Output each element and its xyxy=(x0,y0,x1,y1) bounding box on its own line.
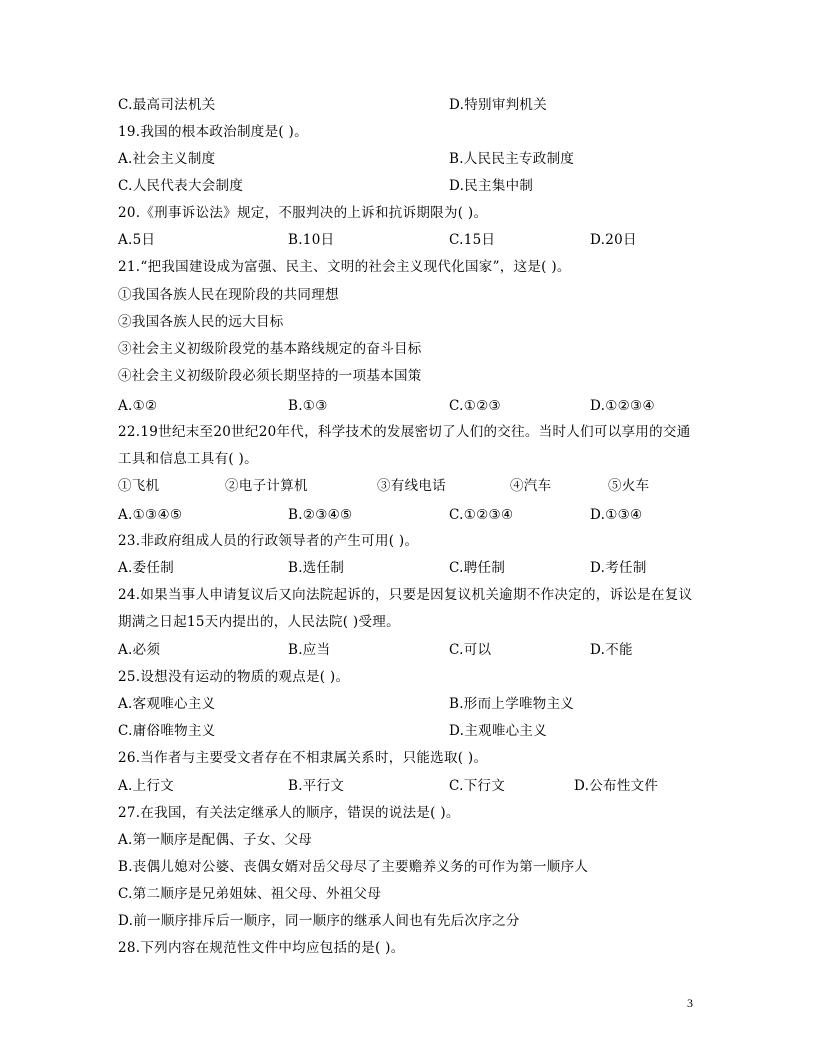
option-b: B.形而上学唯物主义 xyxy=(449,696,575,712)
option-b: B.10日 xyxy=(288,232,335,248)
q20-stem: 20.《刑事诉讼法》规定，不服判决的上诉和抗诉期限为( )。 xyxy=(118,205,488,221)
option-a: A.①② xyxy=(118,398,158,414)
option-c: C.最高司法机关 xyxy=(118,97,216,113)
q27-option-c: C.第二顺序是兄弟姐妹、祖父母、外祖父母 xyxy=(118,886,382,902)
option-c: C.15日 xyxy=(449,232,496,248)
option-c: C.①②③ xyxy=(449,398,501,414)
option-d: D.民主集中制 xyxy=(449,178,534,194)
option-b: B.①③ xyxy=(288,398,328,414)
q27-option-a: A.第一顺序是配偶、子女、父母 xyxy=(118,832,313,848)
q27-option-d: D.前一顺序排斥后一顺序，同一顺序的继承人间也有先后次序之分 xyxy=(118,913,520,929)
page-number: 3 xyxy=(687,996,693,1010)
option-d: D.公布性文件 xyxy=(574,778,659,794)
q26-stem: 26.当作者与主要受文者存在不相隶属关系时，只能选取( )。 xyxy=(118,750,488,766)
option-a: A.5日 xyxy=(118,232,156,248)
option-a: A.委任制 xyxy=(118,560,175,576)
item-1: ①飞机 xyxy=(118,478,160,494)
q27-stem: 27.在我国，有关法定继承人的顺序，错误的说法是( )。 xyxy=(118,805,460,821)
option-b: B.平行文 xyxy=(288,778,345,794)
option-d: D.20日 xyxy=(590,232,637,248)
option-c: C.①②③④ xyxy=(449,507,514,523)
q21-statement-2: ②我国各族人民的远大目标 xyxy=(118,314,284,330)
q23-stem: 23.非政府组成人员的行政领导者的产生可用( )。 xyxy=(118,533,419,549)
option-c: C.人民代表大会制度 xyxy=(118,178,244,194)
option-d: D.特别审判机关 xyxy=(449,97,548,113)
option-b: B.人民民主专政制度 xyxy=(449,151,575,167)
q25-stem: 25.设想没有运动的物质的观点是( )。 xyxy=(118,669,350,685)
q21-statement-1: ①我国各族人民在现阶段的共同理想 xyxy=(118,287,339,303)
q28-stem: 28.下列内容在规范性文件中均应包括的是( )。 xyxy=(118,940,405,956)
option-a: A.上行文 xyxy=(118,778,175,794)
option-b: B.选任制 xyxy=(288,560,345,576)
option-c: C.聘任制 xyxy=(449,560,506,576)
option-d: D.①③④ xyxy=(590,507,643,523)
option-c: C.庸俗唯物主义 xyxy=(118,723,216,739)
q24-stem: 24.如果当事人申请复议后又向法院起诉的，只要是因复议机关逾期不作决定的，诉讼是在复议期满之日起15天内提出的，人民法院( )受理。 xyxy=(118,587,693,630)
q21-statement-4: ④社会主义初级阶段必须长期坚持的一项基本国策 xyxy=(118,368,422,384)
option-d: D.不能 xyxy=(590,642,633,658)
option-d: D.主观唯心主义 xyxy=(449,723,548,739)
q27-option-b: B.丧偶儿媳对公婆、丧偶女婿对岳父母尽了主要赡养义务的可作为第一顺序人 xyxy=(118,859,589,875)
q21-statement-3: ③社会主义初级阶段党的基本路线规定的奋斗目标 xyxy=(118,341,422,357)
option-b: B.②③④⑤ xyxy=(288,507,353,523)
option-c: C.可以 xyxy=(449,642,492,658)
item-2: ②电子计算机 xyxy=(225,478,308,494)
q21-stem: 21.“把我国建设成为富强、民主、文明的社会主义现代化国家”，这是( )。 xyxy=(118,259,571,275)
option-d: D.①②③④ xyxy=(590,398,655,414)
option-b: B.应当 xyxy=(288,642,331,658)
option-a: A.①③④⑤ xyxy=(118,507,183,523)
option-a: A.必须 xyxy=(118,642,161,658)
option-a: A.社会主义制度 xyxy=(118,151,216,167)
option-a: A.客观唯心主义 xyxy=(118,696,216,712)
q19-stem: 19.我国的根本政治制度是( )。 xyxy=(118,124,308,140)
item-5: ⑤火车 xyxy=(608,478,650,494)
item-3: ③有线电话 xyxy=(377,478,446,494)
item-4: ④汽车 xyxy=(510,478,552,494)
q22-stem: 22.19世纪末至20世纪20年代，科学技术的发展密切了人们的交往。当时人们可以享用的交通工具和信息工具有( )。 xyxy=(118,424,691,467)
option-d: D.考任制 xyxy=(590,560,647,576)
option-c: C.下行文 xyxy=(449,778,506,794)
